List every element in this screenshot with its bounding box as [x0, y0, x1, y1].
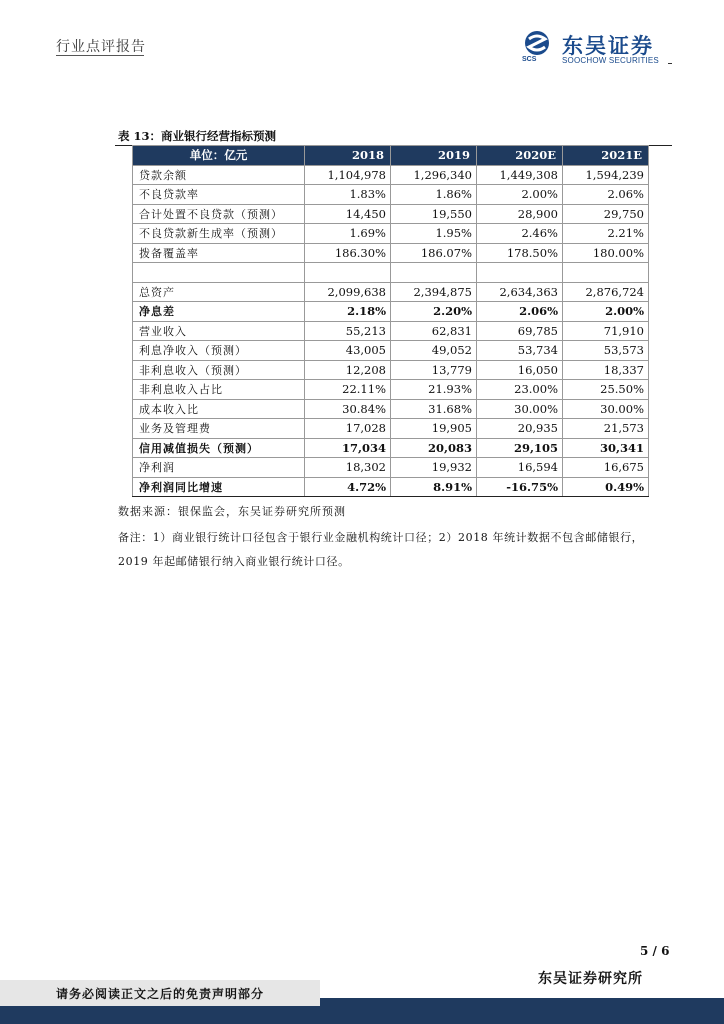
table-cell: 178.50% [477, 243, 563, 263]
table-cell: 19,905 [391, 419, 477, 439]
column-header: 2018 [305, 146, 391, 166]
logo-abbr: SCS [522, 56, 537, 63]
institute-name: 东吴证券研究所 [538, 971, 643, 987]
table-cell: 16,050 [477, 360, 563, 380]
table-cell: 71,910 [563, 321, 649, 341]
row-label: 业务及管理费 [133, 419, 305, 439]
table-cell: 16,594 [477, 458, 563, 478]
table-cell: 12,208 [305, 360, 391, 380]
table-row [133, 380, 649, 400]
data-source: 数据来源：银保监会，东吴证券研究所预测 [118, 505, 346, 518]
table-row [133, 263, 649, 283]
table-cell: 19,550 [391, 204, 477, 224]
table-cell [391, 263, 477, 283]
table-cell: 4.72% [305, 477, 391, 497]
table-cell: 8.91% [391, 477, 477, 497]
table-row [133, 477, 649, 497]
table-cell: 20,083 [391, 438, 477, 458]
table-cell: 186.30% [305, 243, 391, 263]
table-row [133, 224, 649, 244]
table-cell: 43,005 [305, 341, 391, 361]
table-cell: 1,594,239 [563, 165, 649, 185]
table-cell [477, 263, 563, 283]
table-cell: 30,341 [563, 438, 649, 458]
table-row [133, 185, 649, 205]
row-label: 非利息收入（预测） [133, 360, 305, 380]
logo-chinese-name: 东吴证券 [562, 34, 654, 58]
table-cell: 2.21% [563, 224, 649, 244]
table-cell: 28,900 [477, 204, 563, 224]
table-cell: 25.50% [563, 380, 649, 400]
table-cell: 180.00% [563, 243, 649, 263]
table-cell: 16,675 [563, 458, 649, 478]
table-cell [305, 263, 391, 283]
column-header: 2020E [477, 146, 563, 166]
table-cell: 2.06% [563, 185, 649, 205]
table-cell [563, 263, 649, 283]
column-header: 2021E [563, 146, 649, 166]
table-cell: 2,394,875 [391, 282, 477, 302]
table-cell: 30.00% [477, 399, 563, 419]
table-cell: 53,734 [477, 341, 563, 361]
row-label [133, 263, 305, 283]
table-row [133, 341, 649, 361]
table-cell: 21,573 [563, 419, 649, 439]
table-cell: 186.07% [391, 243, 477, 263]
table-row [133, 321, 649, 341]
table-cell: 17,028 [305, 419, 391, 439]
table-row [133, 204, 649, 224]
page-number: 5 / 6 [640, 944, 670, 958]
logo-english-name: SOOCHOW SECURITIES [562, 56, 659, 65]
row-label: 净利润同比增速 [133, 477, 305, 497]
table-cell: 1,449,308 [477, 165, 563, 185]
table-note: 备注：1）商业银行统计口径包含于银行业金融机构统计口径；2）2018 年统计数据不包含邮储银行，2019 年起邮储银行纳入商业银行统计口径。 [118, 531, 644, 568]
table-header-row [133, 146, 649, 166]
row-label: 利息净收入（预测） [133, 341, 305, 361]
table-cell: 21.93% [391, 380, 477, 400]
disclaimer-text: 请务必阅读正文之后的免责声明部分 [56, 987, 265, 1001]
row-label: 总资产 [133, 282, 305, 302]
table-cell: 1.95% [391, 224, 477, 244]
table-cell: 0.49% [563, 477, 649, 497]
row-label: 贷款余额 [133, 165, 305, 185]
table-row [133, 282, 649, 302]
table-cell: 14,450 [305, 204, 391, 224]
forecast-table [132, 145, 649, 497]
table-cell: 29,105 [477, 438, 563, 458]
table-row [133, 399, 649, 419]
column-header: 单位：亿元 [133, 146, 305, 166]
header-mark [668, 63, 672, 64]
soochow-logo [520, 30, 670, 70]
row-label: 营业收入 [133, 321, 305, 341]
report-type-label: 行业点评报告 [56, 39, 146, 55]
table-cell: 23.00% [477, 380, 563, 400]
table-row [133, 165, 649, 185]
table-caption: 表 13：商业银行经营指标预测 [118, 129, 277, 143]
table-cell: 31.68% [391, 399, 477, 419]
table-cell: 69,785 [477, 321, 563, 341]
row-label: 拨备覆盖率 [133, 243, 305, 263]
table-row [133, 243, 649, 263]
table-cell: 17,034 [305, 438, 391, 458]
table-cell: 55,213 [305, 321, 391, 341]
table-cell: 1.86% [391, 185, 477, 205]
table-cell: 20,935 [477, 419, 563, 439]
table-cell: -16.75% [477, 477, 563, 497]
table-cell: 18,302 [305, 458, 391, 478]
table-cell: 62,831 [391, 321, 477, 341]
table-cell: 18,337 [563, 360, 649, 380]
row-label: 合计处置不良贷款（预测） [133, 204, 305, 224]
table-cell: 2,876,724 [563, 282, 649, 302]
table-cell: 2.20% [391, 302, 477, 322]
table-cell: 53,573 [563, 341, 649, 361]
table-row [133, 419, 649, 439]
row-label: 净利润 [133, 458, 305, 478]
table-cell: 2.46% [477, 224, 563, 244]
table-cell: 22.11% [305, 380, 391, 400]
table-cell: 1,296,340 [391, 165, 477, 185]
table-cell: 29,750 [563, 204, 649, 224]
table-cell: 1.83% [305, 185, 391, 205]
row-label: 成本收入比 [133, 399, 305, 419]
row-label: 不良贷款率 [133, 185, 305, 205]
table-cell: 2.00% [563, 302, 649, 322]
table-cell: 2,634,363 [477, 282, 563, 302]
table-cell: 30.84% [305, 399, 391, 419]
table-cell: 1.69% [305, 224, 391, 244]
row-label: 净息差 [133, 302, 305, 322]
table-cell: 2.00% [477, 185, 563, 205]
table-cell: 2,099,638 [305, 282, 391, 302]
row-label: 非利息收入占比 [133, 380, 305, 400]
row-label: 信用减值损失（预测） [133, 438, 305, 458]
header-underline [56, 55, 144, 56]
table-row [133, 302, 649, 322]
table-row [133, 360, 649, 380]
table-row [133, 438, 649, 458]
table-cell: 2.18% [305, 302, 391, 322]
table-cell: 1,104,978 [305, 165, 391, 185]
table-body [133, 165, 649, 497]
disclaimer-box [0, 980, 320, 1006]
table-row [133, 458, 649, 478]
table-cell: 2.06% [477, 302, 563, 322]
column-header: 2019 [391, 146, 477, 166]
table-cell: 30.00% [563, 399, 649, 419]
table-cell: 49,052 [391, 341, 477, 361]
table-cell: 13,779 [391, 360, 477, 380]
table-cell: 19,932 [391, 458, 477, 478]
row-label: 不良贷款新生成率（预测） [133, 224, 305, 244]
